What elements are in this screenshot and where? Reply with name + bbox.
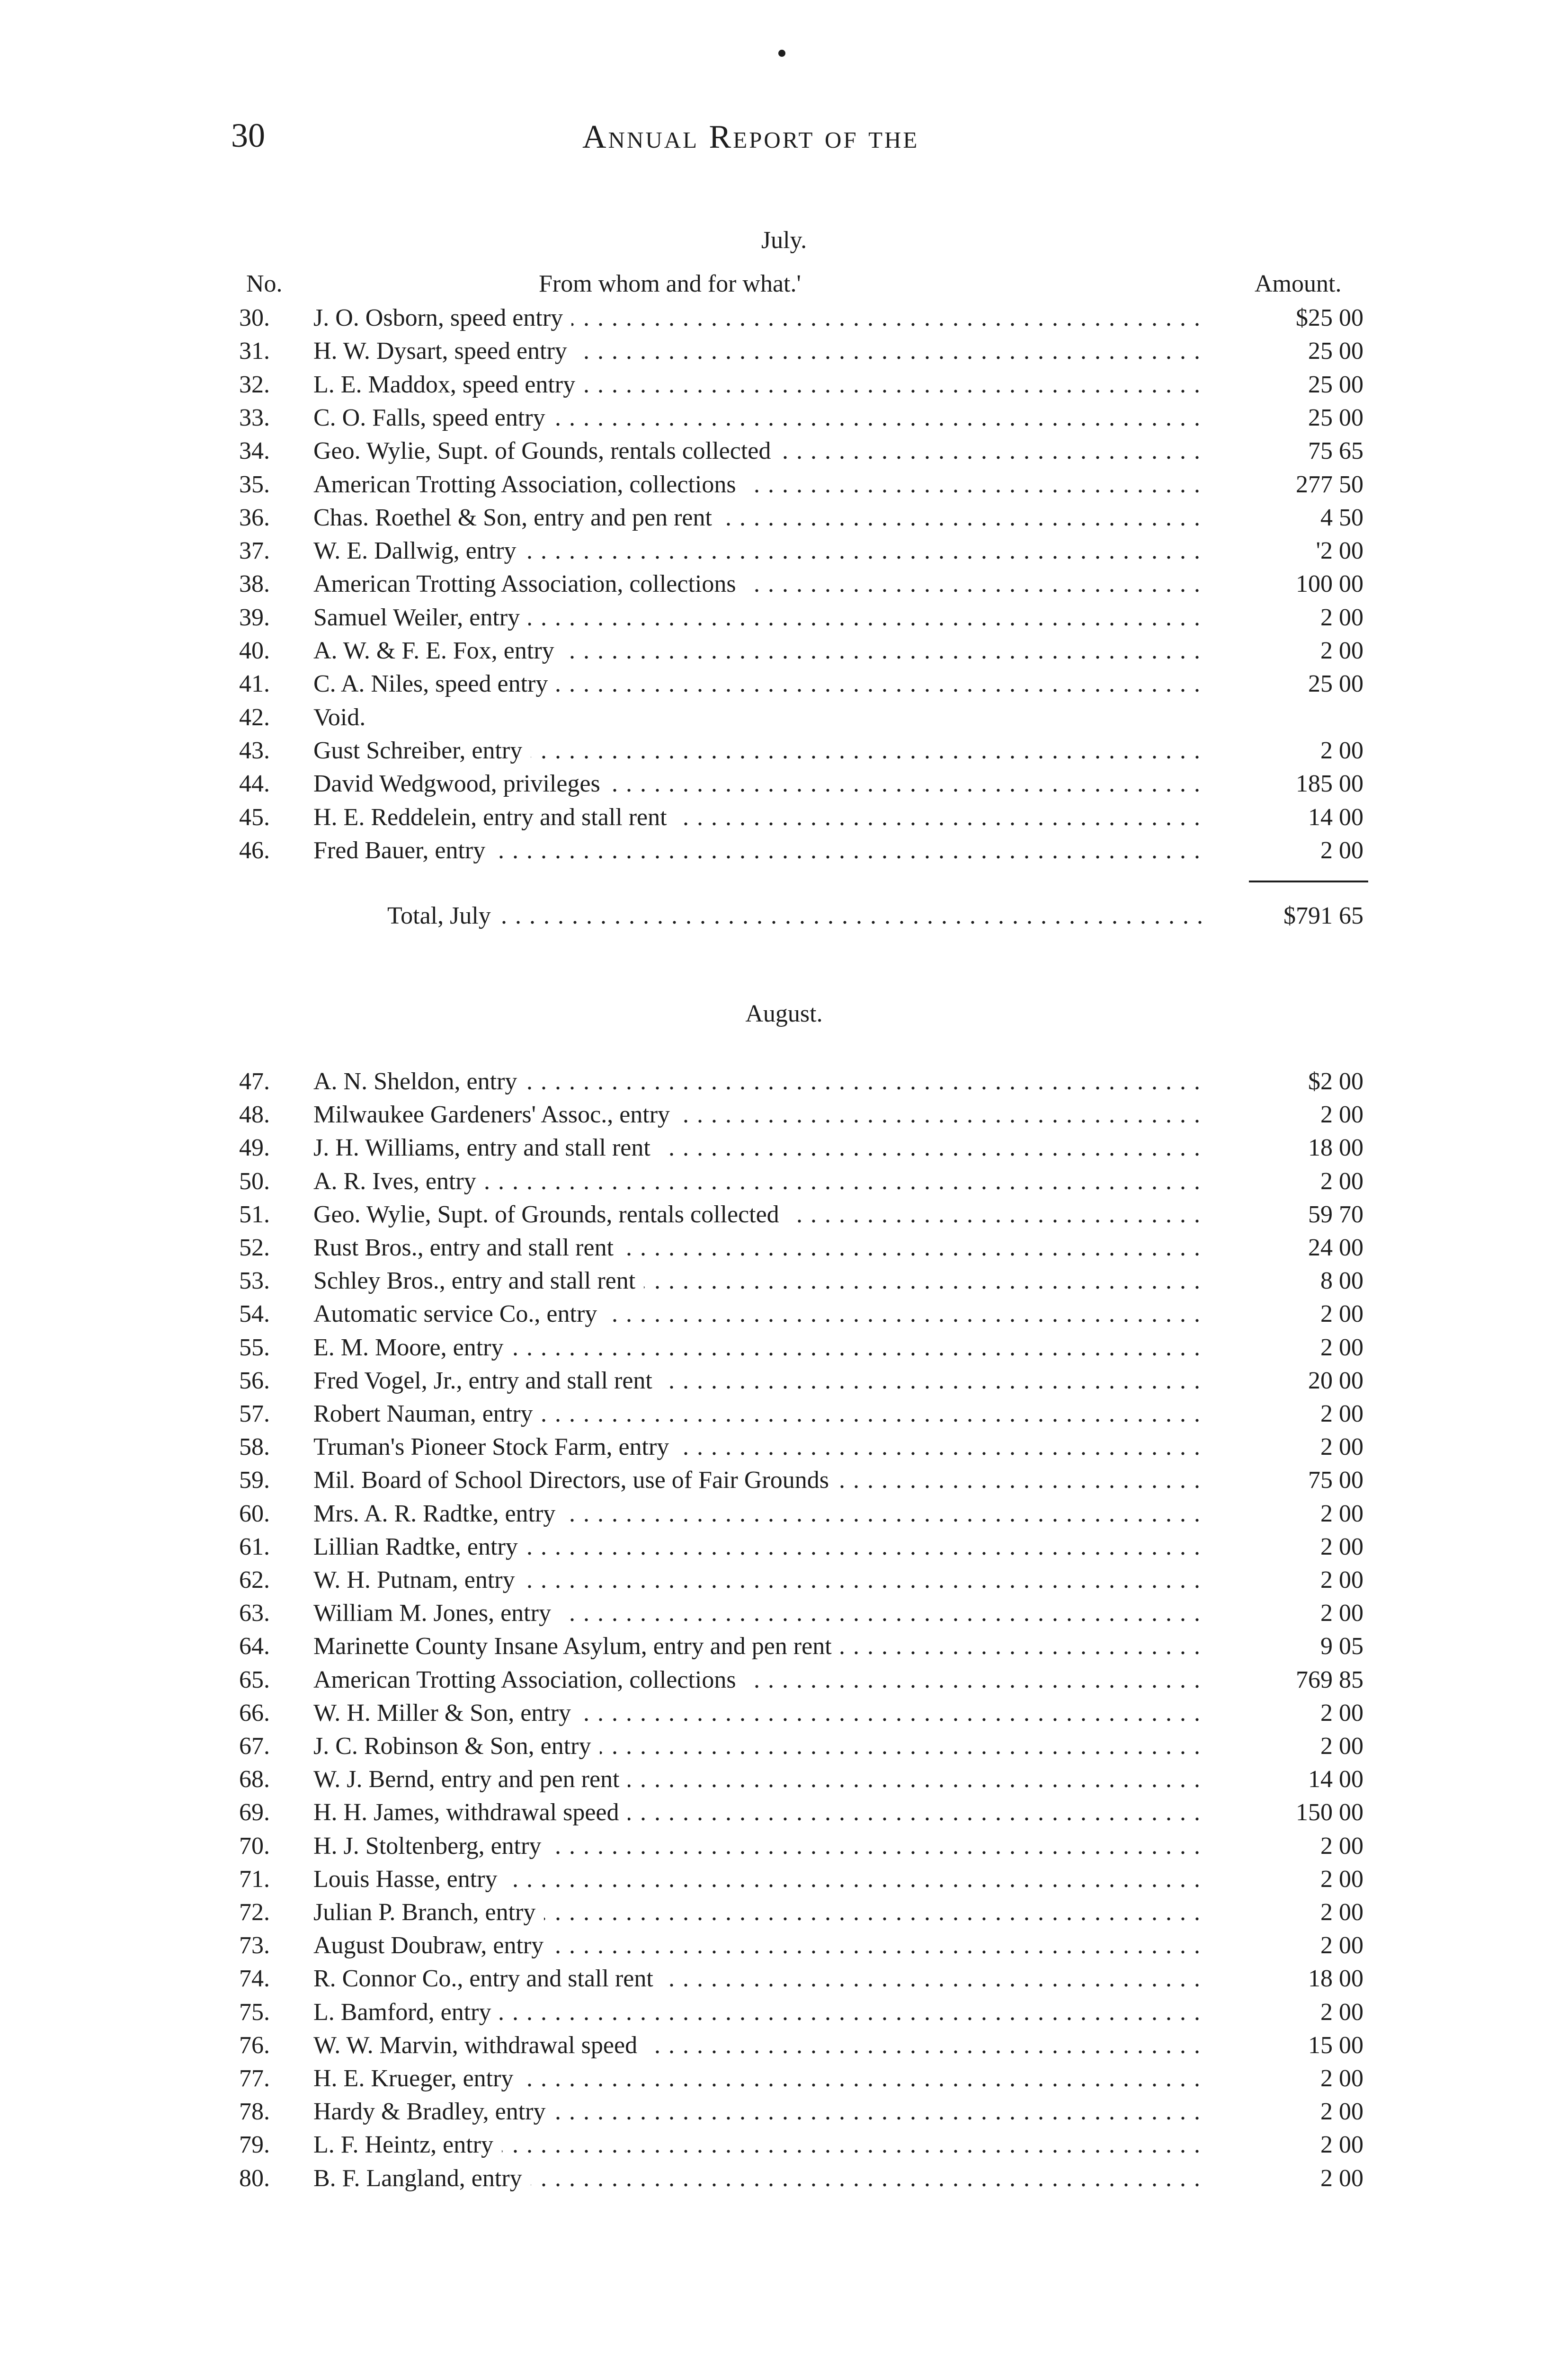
section-title-july: July. [761,227,807,254]
entry-number: 43. [239,737,270,764]
table-row [0,1632,1568,1665]
entry-description: Samuel Weiler, entry . . . [313,604,1203,632]
table-row [0,1267,1568,1300]
entry-number: 63. [239,1600,270,1627]
entry-number: 32. [239,371,270,398]
entry-description: C. A. Niles, speed entry . . . [313,670,1203,698]
entry-amount: 25 00 [1308,670,1363,698]
table-row [0,1201,1568,1234]
entry-number: 56. [239,1367,270,1394]
entry-number: 71. [239,1865,270,1893]
table-row [0,1865,1568,1898]
entry-amount: '2 00 [1316,537,1363,565]
entry-number: 49. [239,1134,270,1162]
entry-description: William M. Jones, entry . . . [313,1599,1203,1627]
table-row [0,1798,1568,1832]
entry-description: David Wedgwood, privileges . . . [313,770,1203,798]
entry-amount: 2 00 [1320,1533,1363,1560]
entry-amount: 185 00 [1296,770,1363,798]
entry-amount: 4 50 [1320,504,1363,531]
entry-amount: 2 00 [1320,1600,1363,1627]
entry-amount: 18 00 [1308,1134,1363,1162]
entry-number: 39. [239,604,270,631]
table-row [0,803,1568,836]
entry-number: 79. [239,2131,270,2159]
total-rule [1249,881,1368,882]
entry-amount: 2 00 [1320,1167,1363,1195]
entry-description: Chas. Roethel & Son, entry and pen rent . . . [313,504,1203,532]
table-row [0,770,1568,803]
table-row [0,304,1568,337]
entry-amount: 2 00 [1320,2164,1363,2192]
entry-number: 73. [239,1932,270,1959]
entry-number: 54. [239,1300,270,1328]
table-row [0,1898,1568,1931]
table-row [0,1466,1568,1499]
entry-description: H. J. Stoltenberg, entry . . . [313,1832,1203,1860]
entry-number: 67. [239,1733,270,1760]
entry-amount: $25 00 [1296,304,1363,331]
entry-description: American Trotting Association, collections . . . [313,471,1203,498]
entry-number: 48. [239,1101,270,1129]
total-amount: $791 65 [1283,902,1363,929]
entry-description: Fred Bauer, entry . . . [313,836,1203,864]
entry-number: 52. [239,1234,270,1261]
entry-description: J. H. Williams, entry and stall rent . . . [313,1134,1203,1162]
entry-number: 77. [239,2065,270,2092]
entry-number: 55. [239,1334,270,1361]
print-dot [778,50,785,57]
entry-number: 74. [239,1965,270,1993]
table-row [0,1500,1568,1533]
entry-description: Gust Schreiber, entry . . . [313,737,1203,765]
entry-amount: 2 00 [1320,1899,1363,1926]
table-row [0,1998,1568,2031]
entry-number: 76. [239,2031,270,2059]
entry-amount: 18 00 [1308,1965,1363,1993]
entry-amount: 769 85 [1296,1666,1363,1693]
entry-description: Robert Nauman, entry . . . [313,1400,1203,1428]
entry-number: 41. [239,670,270,698]
entry-amount: 150 00 [1296,1799,1363,1826]
running-title: Annual Report of the [582,119,919,155]
entry-description: W. J. Bernd, entry and pen rent . . . [313,1765,1203,1793]
entry-number: 36. [239,504,270,531]
entry-amount: 2 00 [1320,1400,1363,1427]
page-number: 30 [231,116,265,154]
entry-number: 46. [239,836,270,864]
table-row [0,1931,1568,1965]
entry-description: W. E. Dallwig, entry . . . [313,537,1203,565]
entry-description: Mil. Board of School Directors, use of Fair Grounds . . . [313,1466,1203,1494]
entry-number: 45. [239,803,270,831]
table-row [0,1599,1568,1632]
table-row [0,1965,1568,1998]
entry-number: 60. [239,1500,270,1527]
entry-description: W. H. Miller & Son, entry . . . [313,1699,1203,1727]
table-row [0,471,1568,504]
entry-description: B. F. Langland, entry . . . [313,2164,1203,2192]
entry-number: 53. [239,1267,270,1295]
table-row [0,437,1568,470]
entry-number: 80. [239,2164,270,2192]
table-row [0,836,1568,870]
entry-description: C. O. Falls, speed entry . . . [313,404,1203,432]
entry-number: 47. [239,1068,270,1095]
entry-amount: 15 00 [1308,2031,1363,2059]
entry-description: Julian P. Branch, entry . . . [313,1898,1203,1926]
entry-number: 72. [239,1899,270,1926]
entry-amount: 2 00 [1320,2098,1363,2126]
entry-number: 78. [239,2098,270,2126]
entry-description: Automatic service Co., entry . . . [313,1300,1203,1328]
table-row [0,1167,1568,1201]
entry-amount: $2 00 [1308,1068,1363,1095]
table-row [0,1832,1568,1865]
entry-amount: 2 00 [1320,1433,1363,1461]
entry-description: Geo. Wylie, Supt. of Gounds, rentals collected . . . [313,437,1203,465]
entry-description: Void. [313,703,1203,731]
entry-number: 33. [239,404,270,431]
entry-number: 34. [239,437,270,465]
table-row [0,604,1568,637]
column-header-from: From whom and for what.' [539,270,801,297]
entry-number: 30. [239,304,270,331]
entry-amount: 2 00 [1320,1865,1363,1893]
entry-description: Milwaukee Gardeners' Assoc., entry . . . [313,1101,1203,1129]
entry-description: Marinette County Insane Asylum, entry and pen rent . . . [313,1632,1203,1660]
table-row [0,1433,1568,1466]
entry-description: J. O. Osborn, speed entry . . . [313,304,1203,332]
entry-description: Fred Vogel, Jr., entry and stall rent . . . [313,1367,1203,1395]
entry-amount: 2 00 [1320,2131,1363,2159]
entry-amount: 2 00 [1320,637,1363,664]
entry-number: 35. [239,471,270,498]
table-row [0,737,1568,770]
entry-description: J. C. Robinson & Son, entry . . . [313,1732,1203,1760]
entry-amount: 2 00 [1320,737,1363,764]
entry-number: 75. [239,1998,270,2026]
entry-description: American Trotting Association, collections . . . [313,1666,1203,1694]
table-row [0,1699,1568,1732]
entry-number: 38. [239,570,270,598]
entry-description: Lillian Radtke, entry . . . [313,1533,1203,1561]
table-row [0,504,1568,537]
entry-number: 44. [239,770,270,798]
entry-amount: 24 00 [1308,1234,1363,1261]
entry-amount: 8 00 [1320,1267,1363,1295]
entry-description: L. F. Heintz, entry . . . [313,2131,1203,2159]
entry-description: Schley Bros., entry and stall rent . . . [313,1267,1203,1295]
table-row [0,2131,1568,2164]
table-row [0,1334,1568,1367]
table-row [0,1666,1568,1699]
entry-description: R. Connor Co., entry and stall rent . . . [313,1965,1203,1993]
entry-amount: 25 00 [1308,404,1363,431]
table-row [0,337,1568,370]
entry-amount: 2 00 [1320,1300,1363,1328]
entry-amount: 25 00 [1308,371,1363,398]
entry-amount: 25 00 [1308,338,1363,365]
entry-description: Truman's Pioneer Stock Farm, entry . . . [313,1433,1203,1461]
entry-amount: 14 00 [1308,1766,1363,1793]
section-title-august: August. [745,1000,823,1027]
entry-number: 40. [239,637,270,664]
entry-description: Louis Hasse, entry . . . [313,1865,1203,1893]
entry-description: H. E. Reddelein, entry and stall rent . . . [313,803,1203,831]
table-row [0,2064,1568,2098]
table-row [0,1134,1568,1167]
column-header-amount: Amount. [1255,270,1342,297]
entry-description: A. W. & F. E. Fox, entry . . . [313,637,1203,665]
entry-amount: 2 00 [1320,1733,1363,1760]
entry-description: August Doubraw, entry . . . [313,1931,1203,1959]
table-row [0,1533,1568,1566]
entry-number: 65. [239,1666,270,1693]
entry-amount: 14 00 [1308,803,1363,831]
table-row [0,1367,1568,1400]
table-row [0,1566,1568,1599]
entry-amount: 277 50 [1296,471,1363,498]
entry-number: 64. [239,1633,270,1660]
entry-number: 57. [239,1400,270,1427]
table-row [0,1234,1568,1267]
entry-amount: 2 00 [1320,1699,1363,1726]
entry-amount: 2 00 [1320,1500,1363,1527]
table-row [0,2098,1568,2131]
table-row [0,537,1568,570]
entry-description: Rust Bros., entry and stall rent . . . [313,1234,1203,1262]
entry-description: E. M. Moore, entry . . . [313,1334,1203,1361]
entry-description: W. H. Putnam, entry . . . [313,1566,1203,1594]
entry-amount: 2 00 [1320,2065,1363,2092]
entry-amount: 2 00 [1320,1334,1363,1361]
entry-description: Geo. Wylie, Supt. of Grounds, rentals collected . . . [313,1201,1203,1228]
table-row [0,570,1568,603]
entry-number: 37. [239,537,270,565]
table-row [0,1732,1568,1765]
entry-description: H. E. Krueger, entry . . . [313,2064,1203,2092]
entry-amount: 59 70 [1308,1201,1363,1228]
entry-description: H. W. Dysart, speed entry . . . [313,337,1203,365]
table-row [0,670,1568,703]
entry-description: L. E. Maddox, speed entry . . . [313,371,1203,399]
entry-amount: 100 00 [1296,570,1363,598]
entry-description: American Trotting Association, collections . . . [313,570,1203,598]
entry-number: 68. [239,1766,270,1793]
entry-amount: 75 65 [1308,437,1363,465]
entry-number: 50. [239,1167,270,1195]
entry-number: 31. [239,338,270,365]
table-row [0,2031,1568,2064]
entry-amount: 2 00 [1320,1101,1363,1129]
entry-description: Mrs. A. R. Radtke, entry . . . [313,1500,1203,1528]
table-row [0,1068,1568,1101]
entry-amount: 2 00 [1320,1566,1363,1593]
entry-amount: 2 00 [1320,836,1363,864]
entry-number: 70. [239,1832,270,1860]
table-row [0,1765,1568,1798]
total-row-july [0,902,1568,935]
entry-number: 69. [239,1799,270,1826]
table-row [0,2164,1568,2198]
entry-description: A. N. Sheldon, entry . . . [313,1068,1203,1095]
entry-description: H. H. James, withdrawal speed . . . [313,1798,1203,1826]
entry-description: W. W. Marvin, withdrawal speed . . . [313,2031,1203,2059]
entry-number: 42. [239,703,270,731]
entry-number: 62. [239,1566,270,1593]
entry-amount: 2 00 [1320,1932,1363,1959]
entry-amount: 2 00 [1320,604,1363,631]
table-row [0,1101,1568,1134]
entry-amount: 75 00 [1308,1467,1363,1494]
column-header-no: No. [246,270,283,297]
entry-number: 61. [239,1533,270,1560]
entry-amount: 9 05 [1320,1633,1363,1660]
table-row [0,637,1568,670]
entry-amount: 2 00 [1320,1998,1363,2026]
total-label: Total, July . . . [387,902,1203,930]
table-row [0,404,1568,437]
entry-amount: 20 00 [1308,1367,1363,1394]
entry-description: Hardy & Bradley, entry . . . [313,2098,1203,2126]
entry-number: 66. [239,1699,270,1726]
table-row [0,1400,1568,1433]
entry-amount: 2 00 [1320,1832,1363,1860]
table-row [0,371,1568,404]
entry-description: A. R. Ives, entry . . . [313,1167,1203,1195]
entry-number: 59. [239,1467,270,1494]
table-row [0,1300,1568,1333]
table-row [0,703,1568,737]
entry-number: 51. [239,1201,270,1228]
entry-number: 58. [239,1433,270,1461]
entry-description: L. Bamford, entry . . . [313,1998,1203,2026]
